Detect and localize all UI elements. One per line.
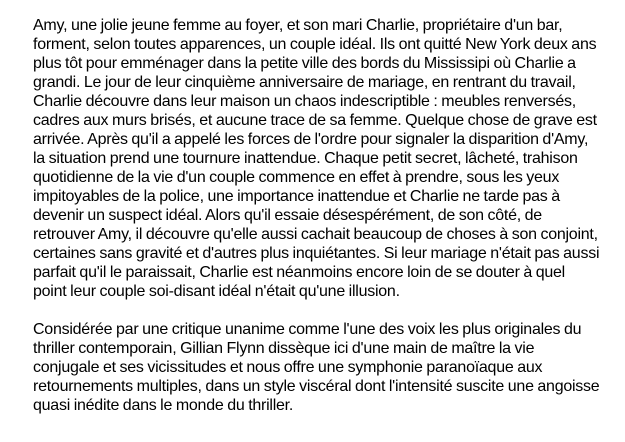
paragraph-synopsis	[33, 16, 599, 301]
text-line: cadres aux murs brisés, et aucune trace de sa femme. Quelque chose de grave est	[33, 112, 597, 129]
text-line: la situation prend une tournure inattendue. Chaque petit secret, lâcheté, trahison	[33, 150, 578, 167]
text-line: quasi inédite dans le monde du thriller.	[33, 397, 294, 414]
text-line: plus tôt pour emménager dans la petite ville des bords du Mississipi où Charlie a	[33, 55, 576, 72]
text-line: quotidienne de la vie d'un couple commence en effet à prendre, sous les yeux	[33, 169, 560, 186]
document-body	[33, 16, 599, 434]
text-line: forment, selon toutes apparences, un couple idéal. Ils ont quitté New York deux ans	[33, 36, 597, 53]
paragraph-critique	[33, 320, 599, 415]
text-line: conjugale et ses vicissitudes et nous offre une symphonie paranoïaque aux	[33, 359, 543, 376]
text-line: certaines sans gravité et d'autres plus inquiétantes. Si leur mariage n'était pas aussi	[33, 245, 600, 262]
text-line: parfait qu'il le paraissait, Charlie est néanmoins encore loin de se douter à quel	[33, 264, 565, 281]
text-line: grandi. Le jour de leur cinquième anniversaire de mariage, en rentrant du travail,	[33, 74, 576, 91]
text-line: Amy, une jolie jeune femme au foyer, et son mari Charlie, propriétaire d'un bar,	[33, 17, 563, 34]
text-line: devenir un suspect idéal. Alors qu'il essaie désespérément, de son côté, de	[33, 207, 542, 224]
text-line: Considérée par une critique unanime comme l'une des voix les plus originales du	[33, 321, 582, 338]
text-line: thriller contemporain, Gillian Flynn dissèque ici d'une main de maître la vie	[33, 340, 535, 357]
text-line: retournements multiples, dans un style viscéral dont l'intensité suscite une angoisse	[33, 378, 600, 395]
text-line: retrouver Amy, il découvre qu'elle aussi cachait beaucoup de choses à son conjoint,	[33, 226, 598, 243]
text-line: impitoyables de la police, une importance inattendue et Charlie ne tarde pas à	[33, 188, 560, 205]
text-line: Charlie découvre dans leur maison un chaos indescriptible : meubles renversés,	[33, 93, 576, 110]
text-line: point leur couple soi-disant idéal n'était qu'une illusion.	[33, 283, 400, 300]
text-line: arrivée. Après qu'il a appelé les forces de l'ordre pour signaler la disparition d'Amy,	[33, 131, 589, 148]
